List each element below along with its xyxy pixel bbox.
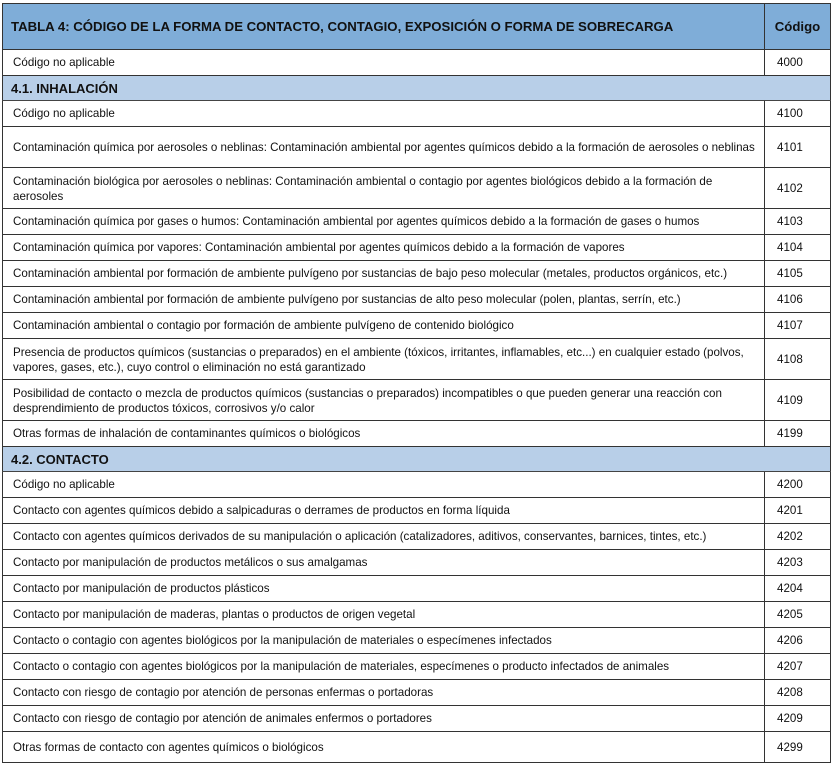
section-header-row — [3, 447, 831, 472]
table-row — [3, 235, 831, 261]
table-row — [3, 380, 831, 421]
row-code: 4200 — [765, 472, 831, 498]
row-code: 4204 — [765, 576, 831, 602]
table-row — [3, 472, 831, 498]
row-code: 4202 — [765, 524, 831, 550]
table-row — [3, 628, 831, 654]
row-code: 4108 — [765, 339, 831, 380]
row-code: 4100 — [765, 101, 831, 127]
row-description: Contaminación ambiental por formación de ambiente pulvígeno por sustancias de alto peso molecular (polen, plantas, serrín, etc.) — [3, 287, 765, 313]
section-title: 4.1. INHALACIÓN — [3, 76, 831, 101]
row-description: Contaminación biológica por aerosoles o neblinas: Contaminación ambiental o contagio por agentes biológicos debido a la formación de aerosoles — [3, 168, 765, 209]
table-row — [3, 168, 831, 209]
table-title: TABLA 4: CÓDIGO DE LA FORMA DE CONTACTO, CONTAGIO, EXPOSICIÓN O FORMA DE SOBRECARGA — [3, 4, 765, 50]
row-code: 4102 — [765, 168, 831, 209]
row-code: 4299 — [765, 732, 831, 763]
row-code: 4208 — [765, 680, 831, 706]
row-description: Presencia de productos químicos (sustancias o preparados) en el ambiente (tóxicos, irritantes, inflamables, etc...) en cualquier estado (polvos, vapores, gases, etc.), cuyo control o eliminación no está garantizado — [3, 339, 765, 380]
row-description: Código no aplicable — [3, 101, 765, 127]
row-code: 4199 — [765, 421, 831, 447]
row-description: Otras formas de inhalación de contaminantes químicos o biológicos — [3, 421, 765, 447]
row-code: 4107 — [765, 313, 831, 339]
table-row — [3, 101, 831, 127]
table-row — [3, 602, 831, 628]
row-description: Contacto o contagio con agentes biológicos por la manipulación de materiales o especímenes infectados — [3, 628, 765, 654]
code-table — [2, 3, 831, 763]
row-description: Contaminación ambiental o contagio por formación de ambiente pulvígeno de contenido biológico — [3, 313, 765, 339]
table-row — [3, 550, 831, 576]
table-row — [3, 498, 831, 524]
row-code: 4205 — [765, 602, 831, 628]
row-description: Contacto con agentes químicos debido a salpicaduras o derrames de productos en forma líquida — [3, 498, 765, 524]
table-row — [3, 209, 831, 235]
row-code: 4209 — [765, 706, 831, 732]
row-code: 4207 — [765, 654, 831, 680]
row-description: Contaminación química por vapores: Contaminación ambiental por agentes químicos debido a la formación de vapores — [3, 235, 765, 261]
row-code: 4104 — [765, 235, 831, 261]
table-row — [3, 261, 831, 287]
row-code: 4109 — [765, 380, 831, 421]
row-description: Contaminación química por aerosoles o neblinas: Contaminación ambiental por agentes químicos debido a la formación de aerosoles o neblinas — [3, 127, 765, 168]
row-code: 4106 — [765, 287, 831, 313]
row-description: Contacto con agentes químicos derivados de su manipulación o aplicación (catalizadores, aditivos, conservantes, barnices, tintes, etc.) — [3, 524, 765, 550]
row-description: Contacto o contagio con agentes biológicos por la manipulación de materiales, especímenes o producto infectados de animales — [3, 654, 765, 680]
table-row — [3, 576, 831, 602]
row-description: Contacto con riesgo de contagio por atención de animales enfermos o portadores — [3, 706, 765, 732]
table-row — [3, 421, 831, 447]
row-description: Contacto con riesgo de contagio por atención de personas enfermas o portadoras — [3, 680, 765, 706]
row-code: 4201 — [765, 498, 831, 524]
table-row — [3, 313, 831, 339]
table-header-row — [3, 4, 831, 50]
table-row — [3, 680, 831, 706]
row-code: 4000 — [765, 50, 831, 76]
row-description: Código no aplicable — [3, 472, 765, 498]
section-title: 4.2. CONTACTO — [3, 447, 831, 472]
row-description: Otras formas de contacto con agentes químicos o biológicos — [3, 732, 765, 763]
row-description: Contaminación química por gases o humos: Contaminación ambiental por agentes químicos debido a la formación de gases o humos — [3, 209, 765, 235]
table-body — [3, 50, 831, 763]
row-description: Posibilidad de contacto o mezcla de productos químicos (sustancias o preparados) incompatibles o que pueden generar una reacción con desprendimiento de productos tóxicos, corrosivos y/o calor — [3, 380, 765, 421]
row-code: 4105 — [765, 261, 831, 287]
row-code: 4203 — [765, 550, 831, 576]
row-description: Contacto por manipulación de productos metálicos o sus amalgamas — [3, 550, 765, 576]
table-row — [3, 287, 831, 313]
row-description: Contacto por manipulación de maderas, plantas o productos de origen vegetal — [3, 602, 765, 628]
row-code: 4206 — [765, 628, 831, 654]
table-row — [3, 127, 831, 168]
row-code: 4103 — [765, 209, 831, 235]
table-row — [3, 706, 831, 732]
table-row — [3, 524, 831, 550]
row-description: Código no aplicable — [3, 50, 765, 76]
row-code: 4101 — [765, 127, 831, 168]
code-column-header: Código — [765, 4, 831, 50]
section-header-row — [3, 76, 831, 101]
table-row — [3, 50, 831, 76]
table-row — [3, 339, 831, 380]
table-row — [3, 732, 831, 763]
table-row — [3, 654, 831, 680]
row-description: Contacto por manipulación de productos plásticos — [3, 576, 765, 602]
row-description: Contaminación ambiental por formación de ambiente pulvígeno por sustancias de bajo peso molecular (metales, productos orgánicos, etc.) — [3, 261, 765, 287]
